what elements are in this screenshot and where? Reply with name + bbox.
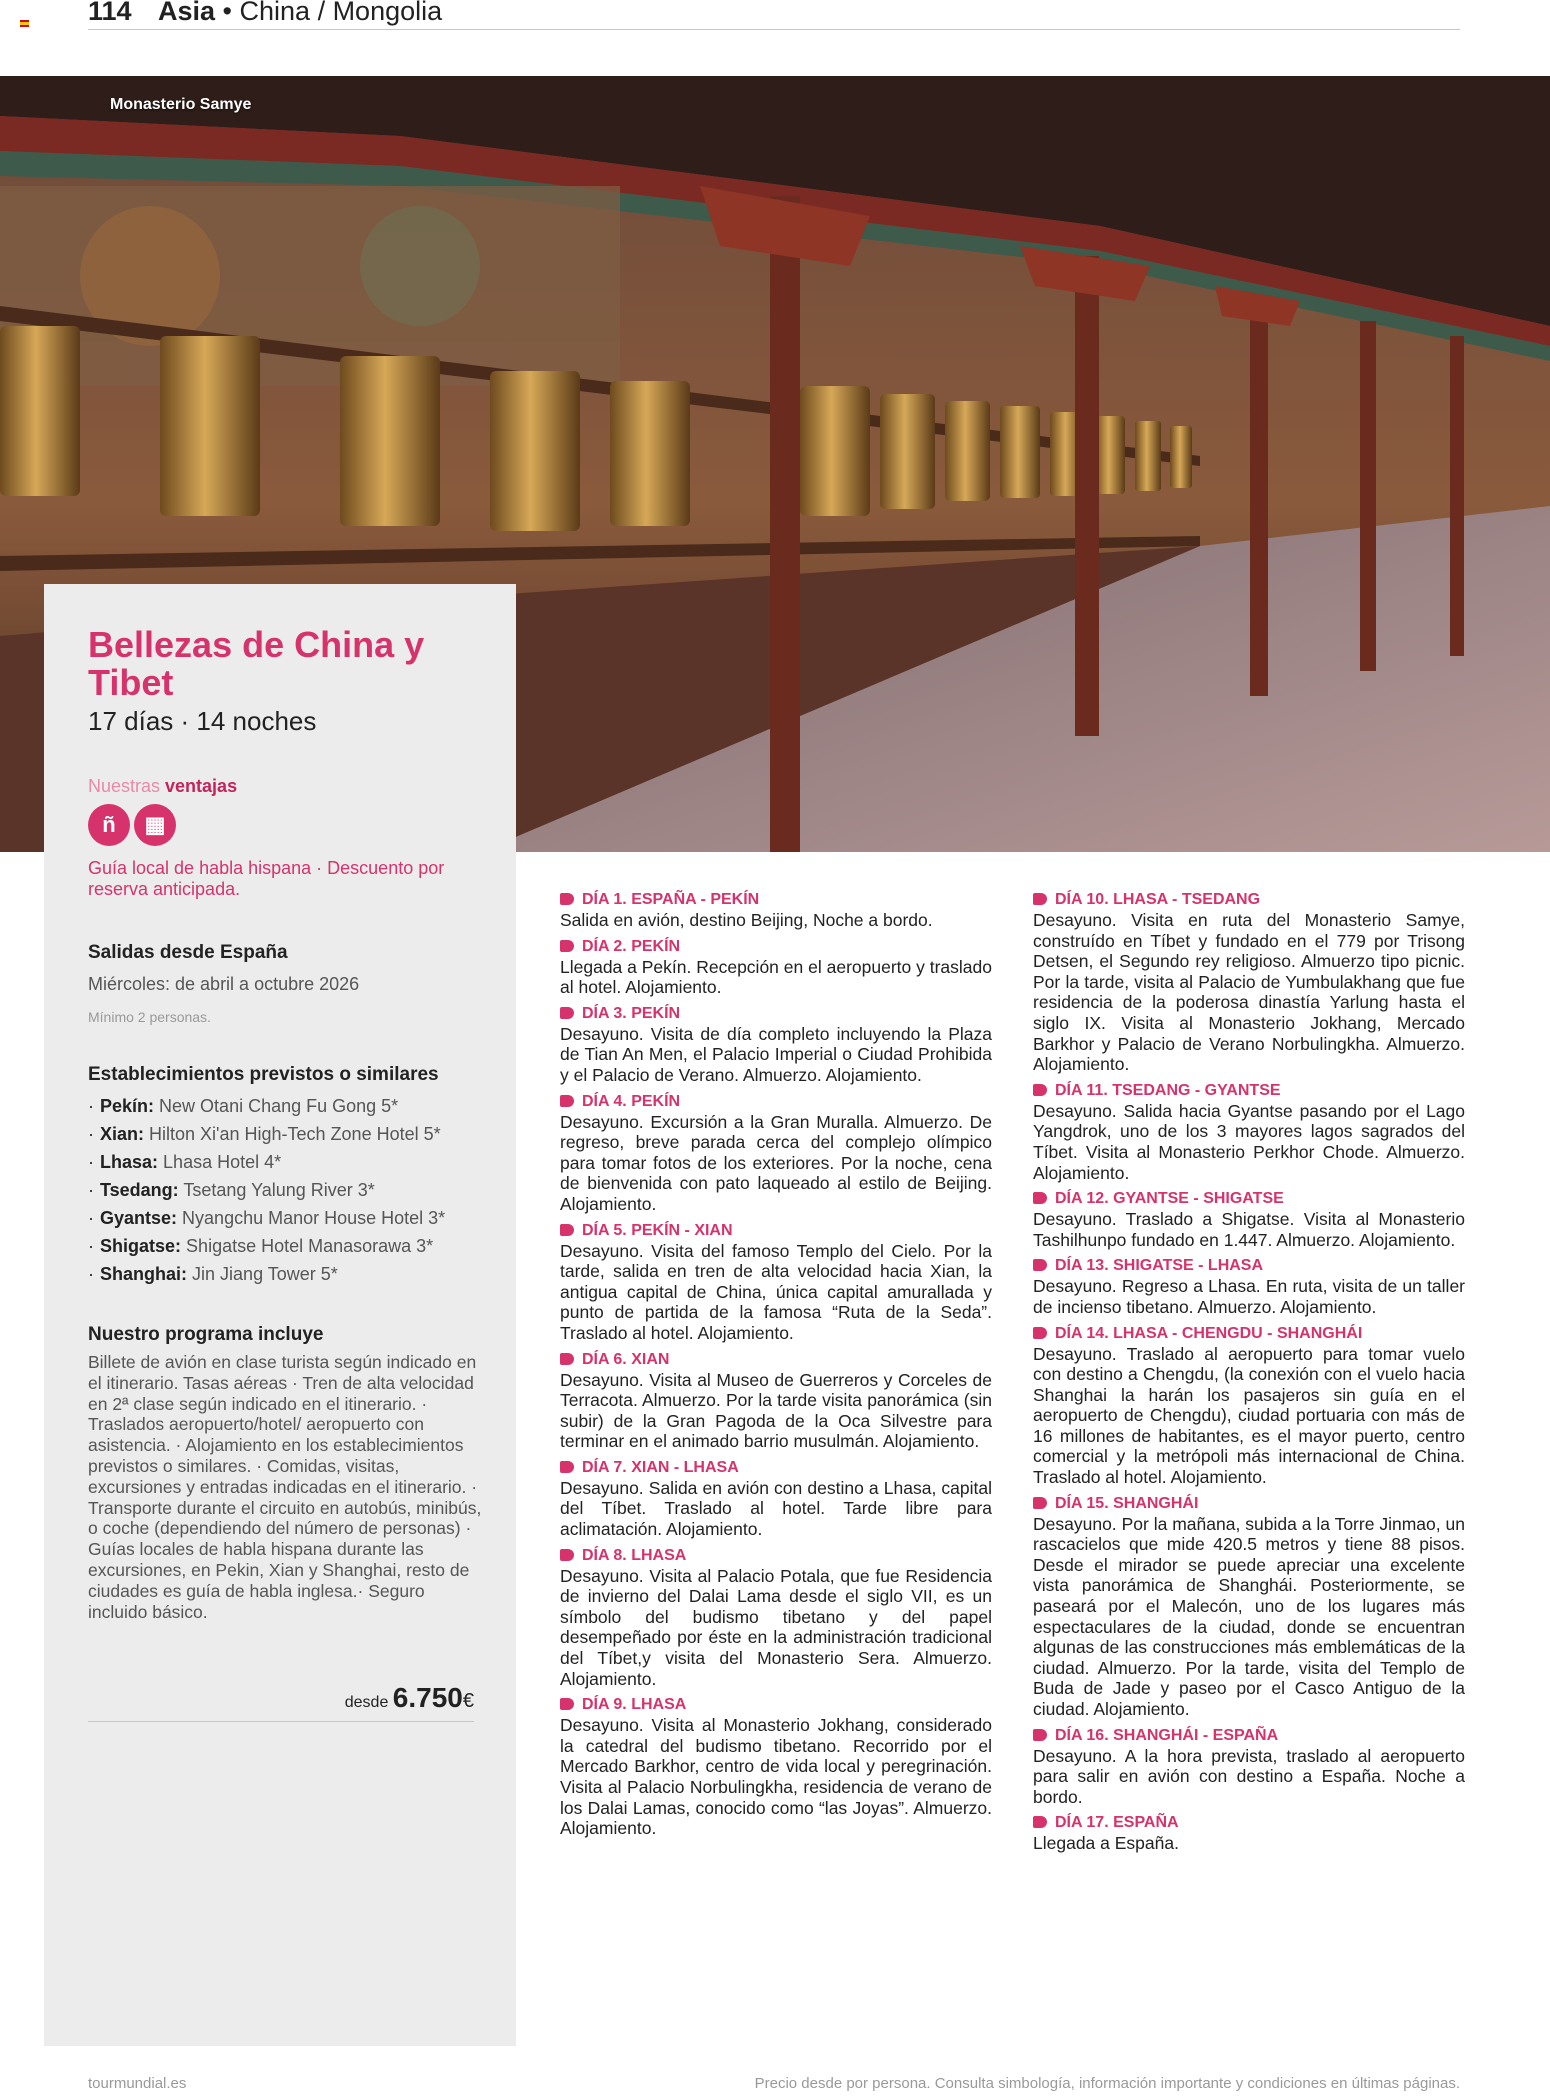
itinerary-day (1033, 1081, 1465, 1183)
day-title-text: DÍA 7. XIAN - LHASA (582, 1458, 739, 1476)
itinerary-day (560, 1221, 992, 1344)
day-description: Salida en avión, destino Beijing, Noche a bordo. (560, 910, 933, 930)
day-title (1033, 1726, 1465, 1746)
arrow-icon (1033, 1192, 1047, 1204)
itinerary-day (1033, 1189, 1465, 1250)
hotel-name: Jin Jiang Tower 5* (192, 1264, 338, 1284)
itinerary-day (1033, 1256, 1465, 1317)
day-description: Desayuno. Visita del famoso Templo del Cielo. Por la tarde, salida en tren de alta velocidad hacia Xian, la antigua capital de China, única capital amurallada y punto de partida de la famosa “Ruta de la Seda”. Traslado al hotel. Alojamiento. (560, 1240, 992, 1343)
itinerary-day (1033, 1494, 1465, 1720)
day-title (1033, 1813, 1465, 1833)
trip-summary-panel (44, 584, 516, 2046)
day-description: Desayuno. Salida hacia Gyantse pasando por el Lago Yangdrok, uno de los 3 mayores lagos sagrados del Tíbet. Visita al Monasterio Perkhor Chode. Almuerzo. Alojamiento. (1033, 1100, 1465, 1183)
day-title-text: DÍA 17. ESPAÑA (1055, 1814, 1179, 1832)
hotels-section (88, 1064, 508, 1288)
minimum-persons: Mínimo 2 personas. (88, 1009, 211, 1025)
itinerary-day (560, 1458, 992, 1540)
page-header (88, 0, 1460, 30)
hotel-city: Shanghai: (100, 1264, 188, 1284)
arrow-icon (560, 940, 574, 952)
trip-duration: 17 días · 14 noches (88, 706, 317, 736)
day-description: Desayuno. Regreso a Lhasa. En ruta, visita de un taller de incienso tibetano. Almuerzo. Alojamiento. (1033, 1276, 1465, 1317)
region-separator: • (215, 0, 240, 26)
hotel-name: Shigatse Hotel Manasorawa 3* (186, 1236, 434, 1256)
hotel-item (88, 1176, 508, 1204)
day-title-text: DÍA 1. ESPAÑA - PEKÍN (582, 891, 760, 908)
includes-text: Billete de avión en clase turista según indicado en el itinerario. Tasas aéreas · Tren de alta velocidad en 2ª clase según indicado en el itinerario. · Traslados aeropuerto/hotel/ aeropuerto con asistencia. · Alojamiento en los establecimientos previstos o similares. · Comidas, visitas, excursiones y entradas indicadas en el itinerario. · Transporte durante el circuito en autobús, minibús, o coche (dependiendo del número de personas) · Guías locales de habla hispana durante las excursiones, en Pekin, Xian y Shanghai, resto de ciudades es guía de habla inglesa.· Seguro incluido básico. (88, 1352, 482, 1622)
itinerary-day (560, 1004, 992, 1086)
day-title (560, 1546, 992, 1566)
hotel-name: Nyangchu Manor House Hotel 3* (182, 1208, 446, 1228)
itinerary-day (560, 1092, 992, 1215)
day-description: Desayuno. Excursión a la Gran Muralla. Almuerzo. De regreso, breve parada cerca del complejo olímpico para tomar fotos de los exteriores. Por la noche, cena de bienvenida con pato laqueado al estilo de Beijing. Alojamiento. (560, 1111, 992, 1214)
page-number: 114 (88, 0, 132, 26)
day-title-text: DÍA 4. PEKÍN (582, 1092, 681, 1110)
hotel-city: Lhasa: (100, 1152, 159, 1172)
day-title-text: DÍA 5. PEKÍN - XIAN (582, 1221, 733, 1239)
day-title (560, 890, 992, 910)
trip-title: Bellezas de China y Tibet (88, 624, 425, 703)
hotel-name: New Otani Chang Fu Gong 5* (159, 1096, 399, 1116)
price-currency: € (462, 1690, 474, 1712)
arrow-icon (1033, 1816, 1047, 1828)
itinerary-day (1033, 1813, 1465, 1854)
day-description: Desayuno. Por la mañana, subida a la Torre Jinmao, un rascacielos que mide 420.5 metros y tiene 88 pisos. Desde el mirador se puede apreciar una excelente vista panorámica de Shanghái. Posteriormente, se paseará por el Malecón, uno de los lugares más espectaculares de la ciudad, donde se encuentran algunas de las construcciones más emblemáticas de la ciudad. Almuerzo. Por la tarde, visita del Templo de Buda de Jade y paseo por el Casco Antiguo de la ciudad. Alojamiento. (1033, 1513, 1465, 1719)
hotels-list (88, 1092, 508, 1288)
day-title-text: DÍA 16. SHANGHÁI - ESPAÑA (1055, 1726, 1279, 1744)
hotel-item (88, 1204, 508, 1232)
advantages-label (88, 776, 237, 797)
day-description: Llegada a España. (1033, 1833, 1179, 1854)
day-title (560, 1092, 992, 1112)
itinerary-day (560, 937, 992, 998)
hotel-name: Tsetang Yalung River 3* (183, 1180, 375, 1200)
itinerary-day (560, 1695, 992, 1839)
arrow-icon (560, 1224, 574, 1236)
photo-caption: Monasterio Samye (110, 96, 252, 113)
includes-section (88, 1324, 488, 1622)
day-title (560, 1004, 992, 1024)
arrow-icon (560, 1007, 574, 1019)
spain-flag-icon (20, 20, 29, 27)
day-title-text: DÍA 11. TSEDANG - GYANTSE (1055, 1081, 1281, 1099)
departures-text: Miércoles: de abril a octubre 2026 (88, 974, 360, 994)
day-title (560, 1458, 992, 1478)
day-title-text: DÍA 15. SHANGHÁI (1055, 1494, 1199, 1512)
day-title (1033, 1256, 1465, 1276)
day-description: Desayuno. Visita al Museo de Guerreros y Corceles de Terracota. Almuerzo. Por la tarde visita panorámica (sin subir) de la Gran Pagoda de la Oca Silvestre para terminar en el animado barrio musulmán. Alojamiento. (560, 1369, 992, 1452)
itinerary-day (1033, 1726, 1465, 1808)
day-title (560, 1350, 992, 1370)
hotel-item (88, 1260, 508, 1288)
price-amount: 6.750 (392, 1682, 463, 1713)
day-title-text: DÍA 6. XIAN (582, 1350, 670, 1368)
arrow-icon (1033, 1497, 1047, 1509)
day-title (1033, 1189, 1465, 1209)
arrow-icon (560, 893, 574, 905)
hotel-name: Lhasa Hotel 4* (163, 1152, 282, 1172)
arrow-icon (1033, 1084, 1047, 1096)
arrow-icon (560, 1549, 574, 1561)
hotel-city: Tsedang: (100, 1180, 179, 1200)
hotel-city: Gyantse: (100, 1208, 178, 1228)
itinerary-column-1 (560, 890, 992, 1845)
day-title (560, 1695, 992, 1715)
arrow-icon (560, 1353, 574, 1365)
countries-name: China / Mongolia (239, 0, 443, 26)
arrow-icon (560, 1095, 574, 1107)
itinerary-column-2 (1033, 890, 1465, 1860)
arrow-icon (560, 1461, 574, 1473)
day-title-text: DÍA 12. GYANTSE - SHIGATSE (1055, 1190, 1284, 1208)
day-title (1033, 1494, 1465, 1514)
day-title-text: DÍA 14. LHASA - CHENGDU - SHANGHÁI (1055, 1324, 1363, 1342)
itinerary-day (1033, 890, 1465, 1075)
day-title-text: DÍA 3. PEKÍN (582, 1004, 681, 1022)
advantages-label-bold: ventajas (165, 776, 238, 796)
footer-note: Precio desde por persona. Consulta simbología, información importante y condiciones en últimas páginas. (754, 2075, 1460, 2092)
hotel-name: Hilton Xi'an High-Tech Zone Hotel 5* (149, 1124, 441, 1144)
day-title-text: DÍA 2. PEKÍN (582, 937, 681, 955)
advantage-icons (88, 804, 180, 846)
day-description: Desayuno. Visita en ruta del Monasterio Samye, construído en Tíbet y fundado en el 779 por Trisong Detsen, el Segundo rey religioso. Almuerzo tipo picnic. Por la tarde, visita al Palacio de Yumbulakhang que fue residencia de la poderosa dinastía Yarlung hasta el siglo IX. Visita al Monasterio Jokhang, Mercado Barkhor y Palacio de Verano Norbulingkha. Almuerzo. Alojamiento. (1033, 910, 1465, 1075)
day-title-text: DÍA 9. LHASA (582, 1696, 687, 1714)
departures-heading: Salidas desde España (88, 942, 288, 963)
price-block (88, 1682, 474, 1722)
day-title (560, 1221, 992, 1241)
departures-section (88, 942, 488, 1025)
hotel-item (88, 1148, 508, 1176)
hotel-city: Pekín: (100, 1096, 155, 1116)
arrow-icon (560, 1698, 574, 1710)
day-title (1033, 1324, 1465, 1344)
hotel-item (88, 1232, 508, 1260)
day-title (560, 937, 992, 957)
arrow-icon (1033, 1327, 1047, 1339)
guide-icon: ñ (88, 804, 130, 846)
advantages-label-light: Nuestras (88, 776, 166, 796)
itinerary-day (560, 890, 992, 931)
footer-site: tourmundial.es (88, 2075, 187, 2092)
hotel-item (88, 1092, 508, 1120)
hotel-item (88, 1120, 508, 1148)
includes-heading: Nuestro programa incluye (88, 1324, 324, 1345)
day-title (1033, 890, 1465, 910)
hotels-heading: Establecimientos previstos o similares (88, 1064, 439, 1085)
day-title-text: DÍA 8. LHASA (582, 1546, 687, 1564)
day-title (1033, 1081, 1465, 1101)
calendar-icon: ▦ (134, 804, 176, 846)
itinerary-day (1033, 1324, 1465, 1488)
day-title-text: DÍA 13. SHIGATSE - LHASA (1055, 1257, 1264, 1275)
price-from-label: desde (344, 1694, 393, 1711)
arrow-icon (1033, 893, 1047, 905)
day-description: Desayuno. Visita al Palacio Potala, que fue Residencia de invierno del Dalai Lama desde el siglo VII, es un símbolo del budismo tibetano y del papel desempeñado por éste en la administración tradicional del Tíbet,y visita del Monasterio Sera. Almuerzo. Alojamiento. (560, 1565, 992, 1689)
region-name: Asia (158, 0, 216, 26)
arrow-icon (1033, 1729, 1047, 1741)
day-description: Desayuno. Traslado a Shigatse. Visita al Monasterio Tashilhunpo fundado en 1.447. Almuerzo. Alojamiento. (1033, 1209, 1465, 1250)
hotel-city: Shigatse: (100, 1236, 182, 1256)
day-description: Desayuno. Traslado al aeropuerto para tomar vuelo con destino a Chengdu, (la conexión con el vuelo hacia Shanghai la harán los pasajeros sin guía en el aeropuerto de Chengdu), ciudad portuaria con más de 16 millones de habitantes, es el mayor puerto, centro comercial y la metrópoli más internacional de China. Traslado al hotel. Alojamiento. (1033, 1343, 1465, 1488)
itinerary-day (560, 1350, 992, 1452)
day-description: Desayuno. Visita al Monasterio Jokhang, considerado la catedral del budismo tibetano. Recorrido por el Mercado Barkhor, centro de vida local y peregrinación. Visita al Palacio Norbulingkha, residencia de verano de los Dalai Lamas, conocido como “las Joyas”. Almuerzo. Alojamiento. (560, 1715, 992, 1839)
day-description: Llegada a Pekín. Recepción en el aeropuerto y traslado al hotel. Alojamiento. (560, 956, 992, 998)
day-title-text: DÍA 10. LHASA - TSEDANG (1055, 891, 1261, 908)
day-description: Desayuno. Salida en avión con destino a Lhasa, capital del Tíbet. Traslado al hotel. Tarde libre para aclimatación. Alojamiento. (560, 1477, 992, 1540)
arrow-icon (1033, 1259, 1047, 1271)
advantages-text: Guía local de habla hispana · Descuento por reserva anticipada. (88, 858, 445, 899)
region-title (158, 0, 442, 27)
itinerary-day (560, 1546, 992, 1690)
day-description: Desayuno. A la hora prevista, traslado al aeropuerto para salir en avión con destino a España. Noche a bordo. (1033, 1745, 1465, 1807)
day-description: Desayuno. Visita de día completo incluyendo la Plaza de Tian An Men, el Palacio Imperial o Ciudad Prohibida y el Palacio de Verano. Almuerzo. Alojamiento. (560, 1023, 992, 1085)
hotel-city: Xian: (100, 1124, 145, 1144)
